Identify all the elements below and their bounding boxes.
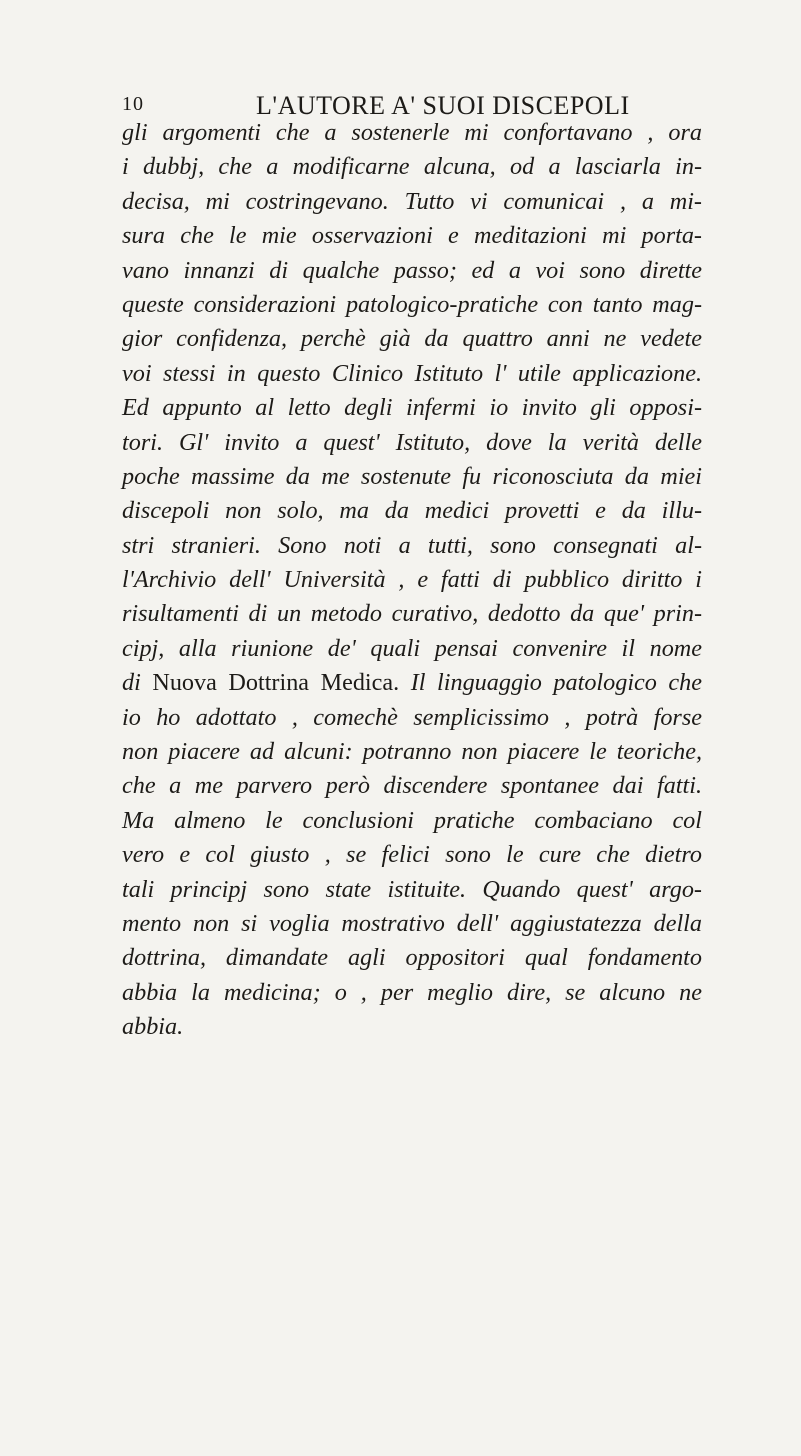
text-line: discepoli non solo, ma da medici provetti e da illu- xyxy=(122,497,702,525)
text-line: dottrina, dimandate agli oppositori qual fondamento xyxy=(122,944,702,972)
text-line: poche massime da me sostenute fu riconosciuta da miei xyxy=(122,462,702,490)
text-line: io ho adottato , comechè semplicissimo , potrà forse xyxy=(122,703,702,731)
text-line: voi stessi in questo Clinico Istituto l' utile applicazione. xyxy=(122,359,702,387)
text-line: stri stranieri. Sono noti a tutti, sono consegnati al- xyxy=(122,531,702,559)
text-line: queste considerazioni patologico-pratiche con tanto mag- xyxy=(122,290,702,318)
text-line: risultamenti di un metodo curativo, dedotto da que' prin- xyxy=(122,600,702,628)
text-line: mento non si voglia mostrativo dell' aggiustatezza della xyxy=(122,909,702,937)
text-line: gior confidenza, perchè già da quattro anni ne vedete xyxy=(122,325,702,353)
text-line: abbia. xyxy=(122,1013,184,1041)
text-line: gli argomenti che a sostenerle mi confortavano , ora xyxy=(122,119,702,146)
text-line: tori. Gl' invito a quest' Istituto, dove la verità delle xyxy=(122,428,702,456)
text-line: abbia la medicina; o , per meglio dire, se alcuno ne xyxy=(122,978,702,1006)
text-line: di Nuova Dottrina Medica. Il linguaggio patologico che xyxy=(122,669,702,697)
text-line: che a me parvero però discendere spontanee dai fatti. xyxy=(122,772,702,800)
upright-phrase: Nuova Dottrina Medica. xyxy=(152,669,400,697)
text-line: l'Archivio dell' Università , e fatti di pubblico diritto i xyxy=(122,566,702,594)
text-line: i dubbj, che a modificarne alcuna, od a lasciarla in- xyxy=(122,153,702,181)
text-line: vero e col giusto , se felici sono le cure che dietro xyxy=(122,841,702,869)
page-number: 10 xyxy=(122,93,144,115)
text-line: tali principj sono state istituite. Quando quest' argo- xyxy=(122,875,702,903)
text-line: Ma almeno le conclusioni pratiche combaciano col xyxy=(122,806,702,834)
text-line: Ed appunto al letto degli infermi io invito gli opposi- xyxy=(122,394,702,422)
text-line: cipj, alla riunione de' quali pensai convenire il nome xyxy=(122,634,702,662)
text-line: sura che le mie osservazioni e meditazioni mi porta- xyxy=(122,222,702,250)
running-head: L'AUTORE A' SUOI DISCEPOLI xyxy=(256,91,630,120)
text-line: decisa, mi costringevano. Tutto vi comunicai , a mi- xyxy=(122,187,702,215)
body-text xyxy=(122,116,702,1045)
text-line: non piacere ad alcuni: potranno non piacere le teoriche, xyxy=(122,738,702,766)
text-line: vano innanzi di qualche passo; ed a voi sono dirette xyxy=(122,256,702,284)
